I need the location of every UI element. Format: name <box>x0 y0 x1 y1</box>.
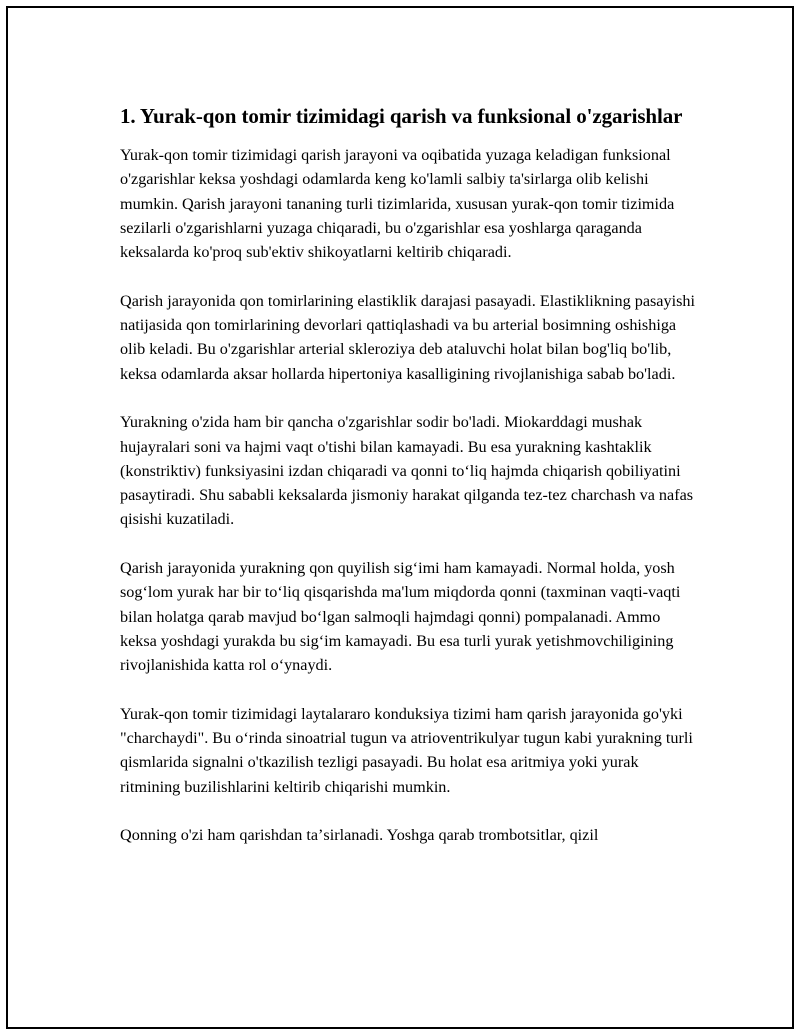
paragraph-3: Yurakning o'zida ham bir qancha o'zgarishlar sodir bo'ladi. Miokarddagi mushak hujayralari soni va hajmi vaqt o'tishi bilan kamayadi. Bu esa yurakning kashtaklik (konstriktiv) funksiyasini izdan chiqaradi va qonni to‘liq hajmda chiqarish qobiliyatini pasaytiradi. Shu sababli keksalarda jismoniy harakat qilganda tez-tez charchash va nafas qisishi kuzatiladi. <box>120 413 694 529</box>
paragraph-1: Yurak-qon tomir tizimidagi qarish jarayoni va oqibatida yuzaga keladigan funksional o'zgarishlar keksa yoshdagi odamlarda keng ko'lamli salbiy ta'sirlarga olib kelishi mumkin. Qarish jarayoni tananing turli tizimlarida, xususan yurak-qon tomir tizimida sezilarli o'zgarishlarni yuzaga chiqaradi, bu o'zgarishlar esa yoshlarga qaraganda keksalarda ko'proq sub'ektiv shikoyatlarni keltirib chiqaradi. <box>120 146 675 262</box>
paragraph-2: Qarish jarayonida qon tomirlarining elastiklik darajasi pasayadi. Elastiklikning pasayishi natijasida qon tomirlarining devorlari qattiqlashadi va bu arterial bosimning oshishiga olib keladi. Bu o'zgarishlar arterial skleroziya deb ataluvchi holat bilan bog'liq bo'lib, keksa odamlarda aksar hollarda hipertoniya kasalligining rivojlanishiga sabab bo'ladi. <box>120 291 695 383</box>
section-heading: 1. Yurak-qon tomir tizimidagi qarish va funksional o'zgarishlar <box>120 104 683 128</box>
paragraph-6: Qonning o'zi ham qarishdan taʼsirlanadi. Yoshga qarab trombotsitlar, qizil <box>120 826 599 845</box>
paragraph-5: Yurak-qon tomir tizimidagi laytalararo konduksiya tizimi ham qarish jarayonida go'yki "charchaydi". Bu o‘rinda sinoatrial tugun va atrioventrikulyar tugun kabi yurakning turli qismlarida signalni o'tkazilish tezligi pasayadi. Bu holat esa aritmiya yoki yurak ritmining buzilishlarini keltirib chiqarishi mumkin. <box>120 704 693 796</box>
paragraph-4: Qarish jarayonida yurakning qon quyilish sig‘imi ham kamayadi. Normal holda, yosh sog‘lom yurak har bir to‘liq qisqarishda ma'lum miqdorda qonni (taxminan vaqti-vaqti bilan holatga qarab mavjud bo‘lgan salmoqli hajmdagi qonni) pompalanadi. Ammo keksa yoshdagi yurakda bu sig‘im kamayadi. Bu esa turli yurak yetishmovchiligining rivojlanishida katta rol o‘ynaydi. <box>120 559 681 675</box>
document-body <box>120 102 700 872</box>
page-frame <box>6 6 794 1029</box>
